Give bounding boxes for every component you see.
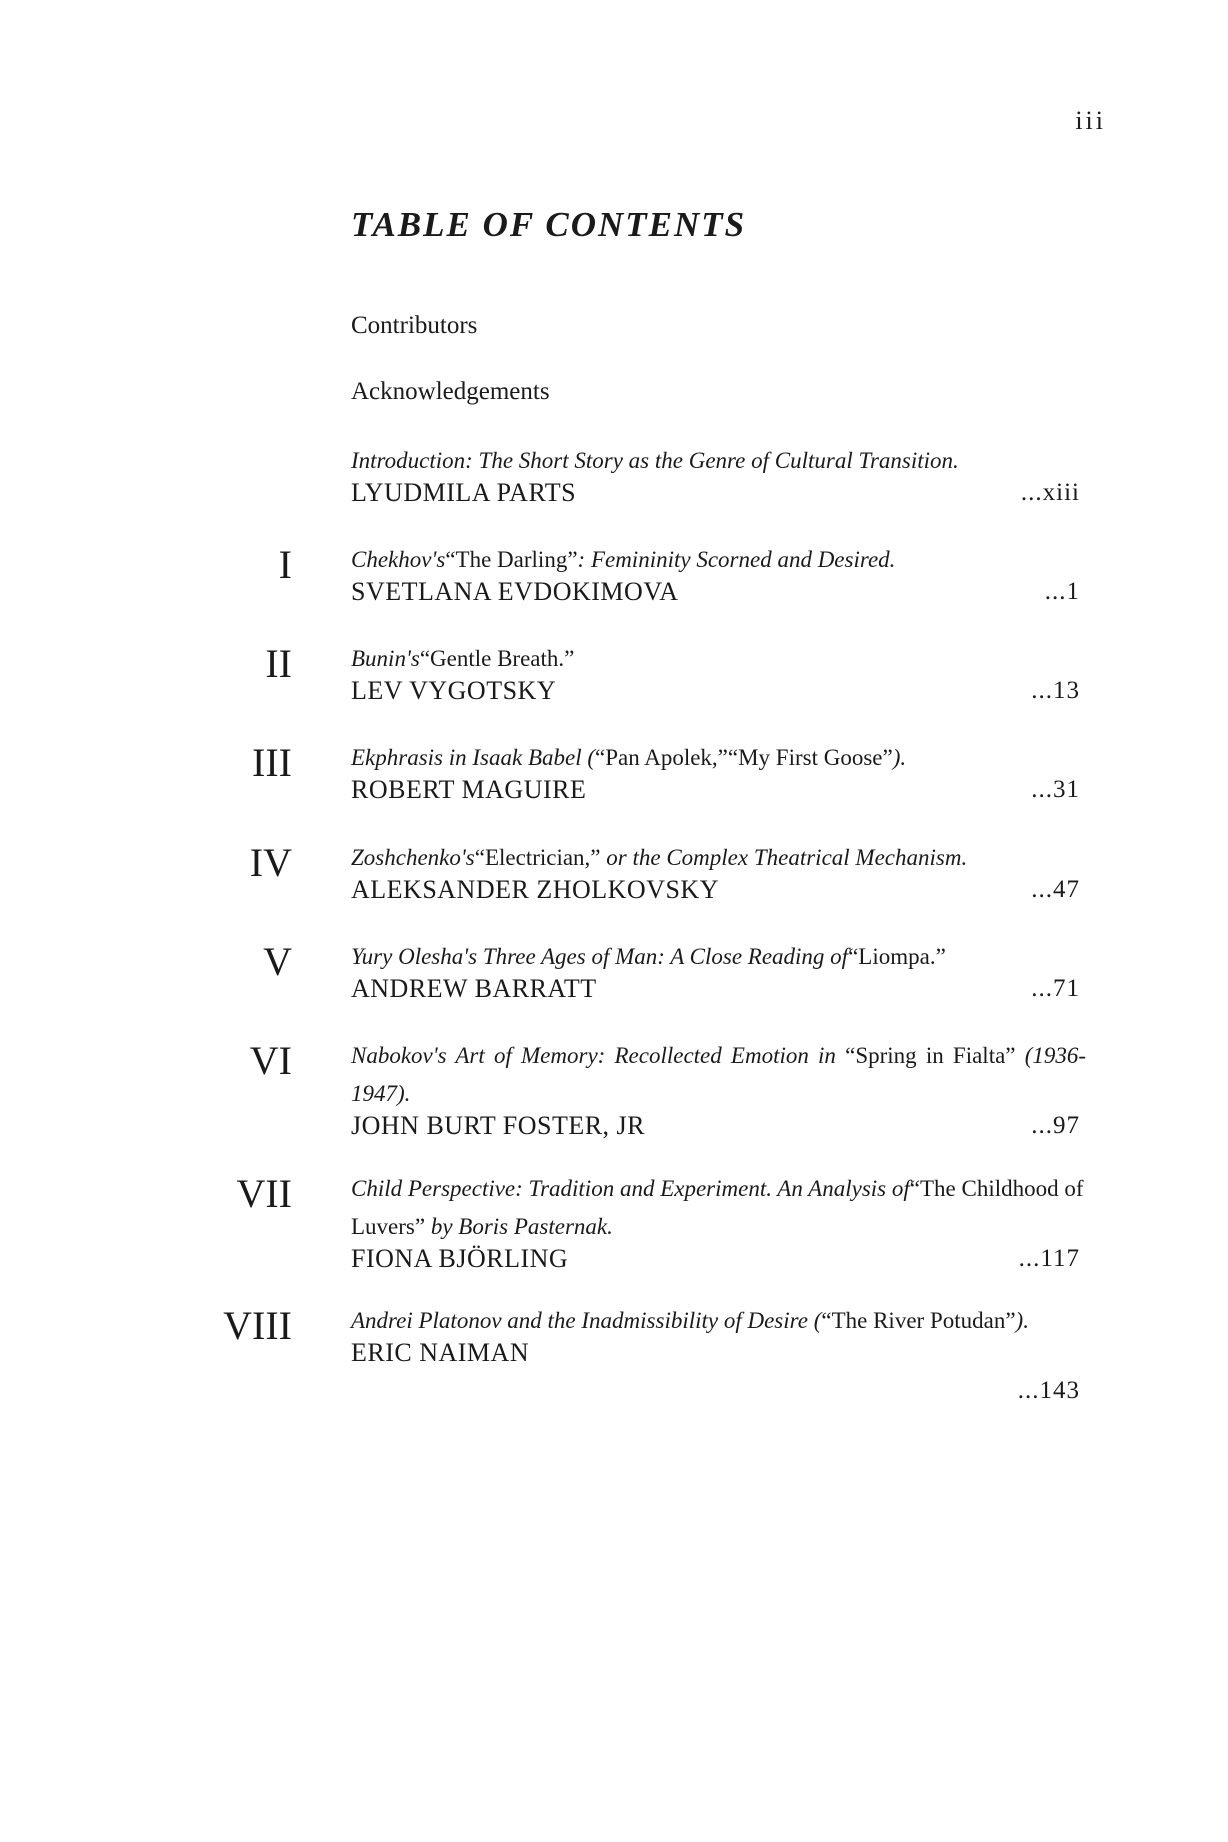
page-title: TABLE OF CONTENTS: [351, 205, 747, 244]
entry-title: Child Perspective: Tradition and Experiment. An Analysis of“The Childhood of Luvers” by Boris Pasternak.: [351, 1176, 1084, 1239]
entry-page-number: ...47: [1031, 876, 1080, 903]
entry-title: Yury Olesha's Three Ages of Man: A Close Reading of“Liompa.”: [351, 944, 946, 969]
chapter-numeral: I: [278, 542, 292, 587]
chapter-numeral: V: [263, 939, 292, 984]
entry-title: Introduction: The Short Story as the Genre of Cultural Transition.: [351, 448, 959, 473]
entry-page-number: ...1: [1044, 578, 1080, 605]
chapter-numeral: VI: [249, 1038, 292, 1083]
chapter-numeral: IV: [249, 840, 292, 885]
page-number: iii: [1075, 106, 1106, 135]
chapter-numeral: VIII: [223, 1303, 292, 1348]
chapter-numeral: VII: [236, 1171, 292, 1216]
chapter-numeral: II: [265, 641, 292, 686]
entry-author: JOHN BURT FOSTER, JR: [351, 1111, 646, 1140]
entry-title: Bunin's“Gentle Breath.”: [351, 646, 575, 671]
entry-page-number: ...71: [1031, 975, 1080, 1002]
entry-title: Ekphrasis in Isaak Babel (“Pan Apolek,”“My First Goose”).: [351, 745, 907, 770]
chapter-numeral: III: [252, 740, 292, 785]
entry-author: ROBERT MAGUIRE: [351, 775, 587, 804]
entry-author: ALEKSANDER ZHOLKOVSKY: [351, 875, 719, 904]
entry-author: LYUDMILA PARTS: [351, 478, 577, 507]
entry-author: ERIC NAIMAN: [351, 1338, 530, 1367]
entry-page-number: ...31: [1031, 776, 1080, 803]
entry-title: Nabokov's Art of Memory: Recollected Emotion in “Spring in Fialta” (1936-1947).: [351, 1043, 1087, 1106]
entry-title: Andrei Platonov and the Inadmissibility of Desire (“The River Potudan”).: [351, 1308, 1029, 1333]
entry-page-number: ...143: [1017, 1377, 1080, 1404]
entry-author: FIONA BJÖRLING: [351, 1244, 569, 1273]
entry-author: SVETLANA EVDOKIMOVA: [351, 577, 679, 606]
entry-page-number: ...97: [1031, 1112, 1080, 1139]
entry-author: LEV VYGOTSKY: [351, 676, 557, 705]
entry-title: Chekhov's“The Darling”: Femininity Scorned and Desired.: [351, 547, 896, 572]
entry-page-number: ...117: [1018, 1245, 1080, 1272]
entry-title: Zoshchenko's“Electrician,” or the Complex Theatrical Mechanism.: [351, 845, 968, 870]
toc-item-acknowledgements[interactable]: Acknowledgements: [351, 378, 550, 405]
entry-author: ANDREW BARRATT: [351, 974, 597, 1003]
entry-page-number: ...xiii: [1020, 479, 1080, 506]
entry-page-number: ...13: [1031, 677, 1080, 704]
toc-item-contributors[interactable]: Contributors: [351, 312, 478, 339]
